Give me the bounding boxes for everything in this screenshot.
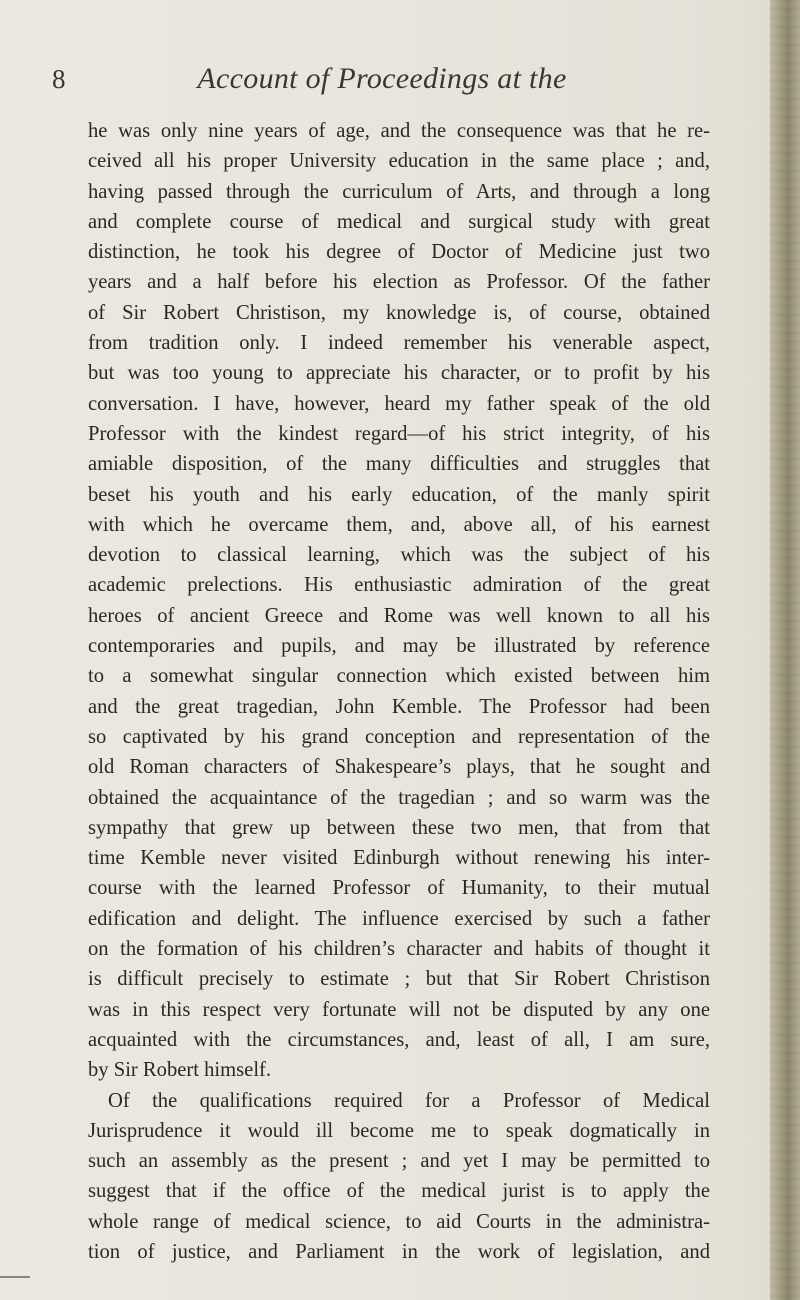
page-header — [52, 62, 712, 102]
text-line: tion of justice, and Parliament in the work of legislation, and — [88, 1240, 710, 1263]
text-line: distinction, he took his degree of Doctor of Medicine just two — [88, 241, 710, 264]
text-line: ceived all his proper University education in the same place ; and, — [88, 150, 710, 173]
text-line: sympathy that grew up between these two men, that from that — [88, 816, 710, 839]
page-edge — [770, 0, 800, 1300]
text-line: edification and delight. The influence exercised by such a father — [88, 907, 710, 930]
text-line: Of the qualifications required for a Professor of Medical — [108, 1089, 710, 1112]
text-line: to a somewhat singular connection which existed between him — [88, 665, 710, 688]
text-line: course with the learned Professor of Humanity, to their mutual — [88, 877, 710, 900]
text-line: by Sir Robert himself. — [88, 1059, 272, 1082]
running-head: Account of Proceedings at the — [197, 62, 567, 95]
text-line: with which he overcame them, and, above all, of his earnest — [88, 513, 710, 536]
text-line: acquainted with the circumstances, and, least of all, I am sure, — [88, 1028, 710, 1051]
text-line: suggest that if the office of the medical jurist is to apply the — [88, 1180, 710, 1203]
text-line: so captivated by his grand conception and representation of the — [88, 725, 710, 748]
text-line: but was too young to appreciate his character, or to profit by his — [88, 362, 710, 385]
text-line: Jurisprudence it would ill become me to speak dogmatically in — [88, 1119, 710, 1142]
text-line: he was only nine years of age, and the consequence was that he re- — [88, 120, 710, 142]
text-line: academic prelections. His enthusiastic admiration of the great — [88, 574, 710, 597]
text-line: whole range of medical science, to aid Courts in the administra- — [88, 1210, 710, 1233]
text-line: beset his youth and his early education, of the manly spirit — [88, 483, 710, 506]
text-line: from tradition only. I indeed remember his venerable aspect, — [88, 332, 710, 355]
text-line: heroes of ancient Greece and Rome was well known to all his — [88, 604, 710, 627]
text-line: is difficult precisely to estimate ; but that Sir Robert Christison — [88, 968, 710, 991]
text-line: obtained the acquaintance of the tragedian ; and so warm was the — [88, 786, 710, 809]
text-line: on the formation of his children’s character and habits of thought it — [88, 938, 710, 961]
text-line: old Roman characters of Shakespeare’s plays, that he sought and — [88, 756, 710, 779]
text-line: and complete course of medical and surgical study with great — [88, 210, 710, 233]
text-line: conversation. I have, however, heard my father speak of the old — [88, 392, 710, 415]
page-number: 8 — [52, 64, 66, 94]
text-line: time Kemble never visited Edinburgh without renewing his inter- — [88, 847, 710, 870]
text-line: devotion to classical learning, which was the subject of his — [88, 544, 710, 567]
text-line: of Sir Robert Christison, my knowledge is, of course, obtained — [88, 301, 710, 324]
page-corner-mark — [0, 1276, 30, 1278]
text-line: was in this respect very fortunate will not be disputed by any one — [88, 998, 710, 1021]
text-line: contemporaries and pupils, and may be illustrated by reference — [88, 635, 710, 658]
text-line: and the great tragedian, John Kemble. The Professor had been — [88, 695, 710, 718]
text-line: amiable disposition, of the many difficulties and struggles that — [88, 453, 710, 476]
text-line: years and a half before his election as Professor. Of the father — [88, 271, 710, 294]
text-line: such an assembly as the present ; and yet I may be permitted to — [88, 1150, 710, 1173]
text-line: having passed through the curriculum of Arts, and through a long — [88, 180, 710, 203]
text-line: Professor with the kindest regard—of his strict integrity, of his — [88, 422, 710, 445]
body-text — [88, 116, 710, 1267]
